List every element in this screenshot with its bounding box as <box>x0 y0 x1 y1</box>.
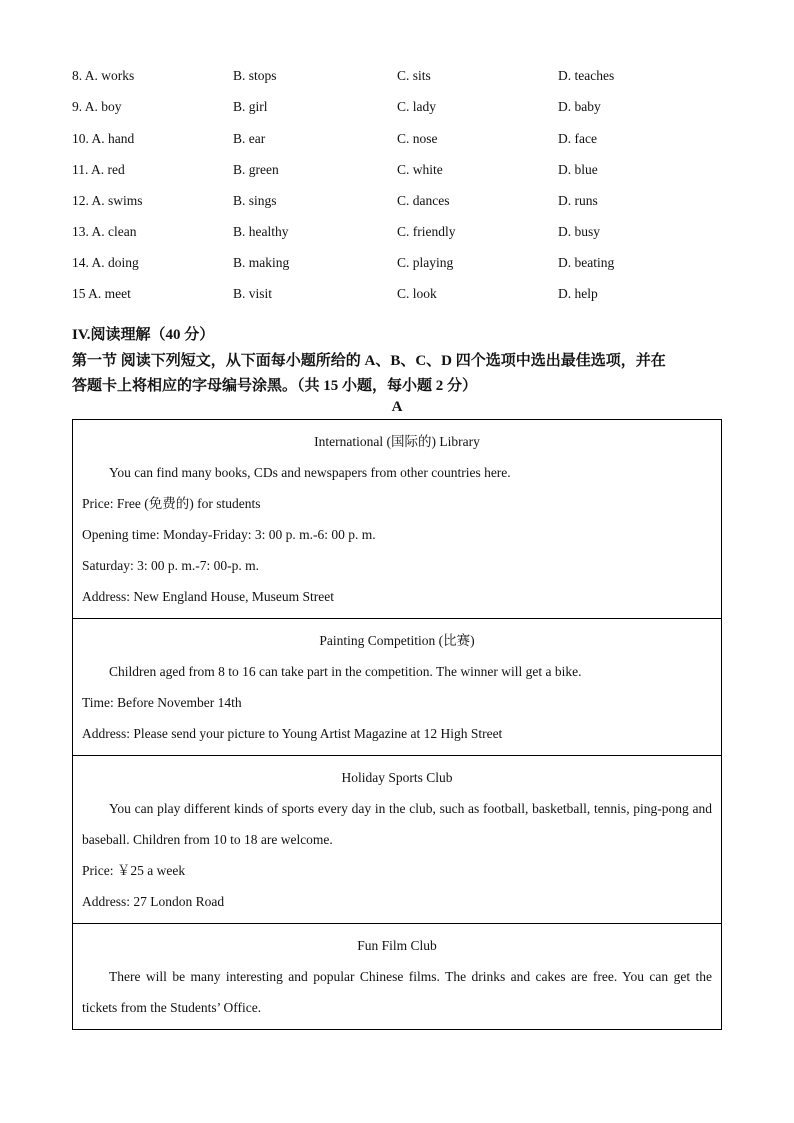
question-11-option-d: D. blue <box>558 162 598 177</box>
choice-row-9 <box>72 99 732 119</box>
question-15-option-b: B. visit <box>233 286 273 301</box>
notice-intro: You can play different kinds of sports every day in the club, such as football, basketball, tennis, ping-pong and baseball. Children from 10 to 18 are welcome. <box>82 801 712 847</box>
question-10-option-a: 10. A. hand <box>72 131 135 146</box>
notice-line: Address: New England House, Museum Street <box>82 589 334 604</box>
question-12-option-a: 12. A. swims <box>72 193 143 208</box>
question-11-option-c: C. white <box>397 162 443 177</box>
choice-row-8 <box>72 68 732 88</box>
notice-intro: You can find many books, CDs and newspapers from other countries here. <box>109 465 511 480</box>
question-10-option-d: D. face <box>558 131 597 146</box>
question-8-option-d: D. teaches <box>558 68 615 83</box>
notice-line: Opening time: Monday-Friday: 3: 00 p. m.-6: 00 p. m. <box>82 527 376 542</box>
notice-film-club <box>73 924 721 1029</box>
question-13-option-a: 13. A. clean <box>72 224 137 239</box>
question-8-option-a: 8. A. works <box>72 68 135 83</box>
notice-line: Price: ￥25 a week <box>82 863 186 878</box>
question-14-option-a: 14. A. doing <box>72 255 139 270</box>
question-9-option-d: D. baby <box>558 99 601 114</box>
question-8-option-b: B. stops <box>233 68 277 83</box>
section-instruction-line-2: 答题卡上将相应的字母编号涂黑。（共 15 小题，每小题 2 分） <box>72 378 478 394</box>
question-12-option-c: C. dances <box>397 193 450 208</box>
question-14-option-d: D. beating <box>558 255 615 270</box>
section-title: IV.阅读理解（40 分） <box>72 327 215 343</box>
question-10-option-c: C. nose <box>397 131 438 146</box>
question-12-option-b: B. sings <box>233 193 277 208</box>
question-9-option-a: 9. A. boy <box>72 99 122 114</box>
passage-letter: A <box>391 399 403 415</box>
notice-sports-club <box>73 756 721 924</box>
notice-line: Address: 27 London Road <box>82 894 225 909</box>
question-11-option-b: B. green <box>233 162 279 177</box>
notice-library <box>73 420 721 619</box>
choice-row-11 <box>72 162 732 182</box>
notice-table <box>72 419 722 1030</box>
question-8-option-c: C. sits <box>397 68 431 83</box>
question-9-option-b: B. girl <box>233 99 268 114</box>
choice-row-13 <box>72 224 732 244</box>
question-11-option-a: 11. A. red <box>72 162 125 177</box>
question-9-option-c: C. lady <box>397 99 436 114</box>
section-instruction-line-1: 第一节 阅读下列短文，从下面每小题所给的 A、B、C、D 四个选项中选出最佳选项，并在 <box>72 353 666 369</box>
notice-title: Fun Film Club <box>357 938 437 953</box>
notice-intro: There will be many interesting and popular Chinese films. The drinks and cakes are free. You can get the tickets from the Students’ Office. <box>82 969 712 1015</box>
question-15-option-c: C. look <box>397 286 437 301</box>
notice-line: Price: Free (免费的) for students <box>82 496 261 511</box>
question-14-option-b: B. making <box>233 255 290 270</box>
notice-title: Painting Competition (比赛) <box>319 633 475 648</box>
question-12-option-d: D. runs <box>558 193 598 208</box>
question-15-option-a: 15 A. meet <box>72 286 131 301</box>
question-13-option-c: C. friendly <box>397 224 456 239</box>
choice-row-12 <box>72 193 732 213</box>
notice-painting-competition <box>73 619 721 756</box>
choice-row-14 <box>72 255 732 275</box>
choice-row-10 <box>72 131 732 151</box>
notice-line: Address: Please send your picture to Young Artist Magazine at 12 High Street <box>82 726 503 741</box>
question-13-option-d: D. busy <box>558 224 601 239</box>
question-14-option-c: C. playing <box>397 255 454 270</box>
choice-row-15 <box>72 286 732 306</box>
question-15-option-d: D. help <box>558 286 598 301</box>
notice-intro: Children aged from 8 to 16 can take part in the competition. The winner will get a bike. <box>109 664 582 679</box>
notice-line: Time: Before November 14th <box>82 695 242 710</box>
question-13-option-b: B. healthy <box>233 224 289 239</box>
notice-line: Saturday: 3: 00 p. m.-7: 00-p. m. <box>82 558 259 573</box>
notice-title: International (国际的) Library <box>314 434 480 449</box>
notice-title: Holiday Sports Club <box>341 770 453 785</box>
question-10-option-b: B. ear <box>233 131 266 146</box>
